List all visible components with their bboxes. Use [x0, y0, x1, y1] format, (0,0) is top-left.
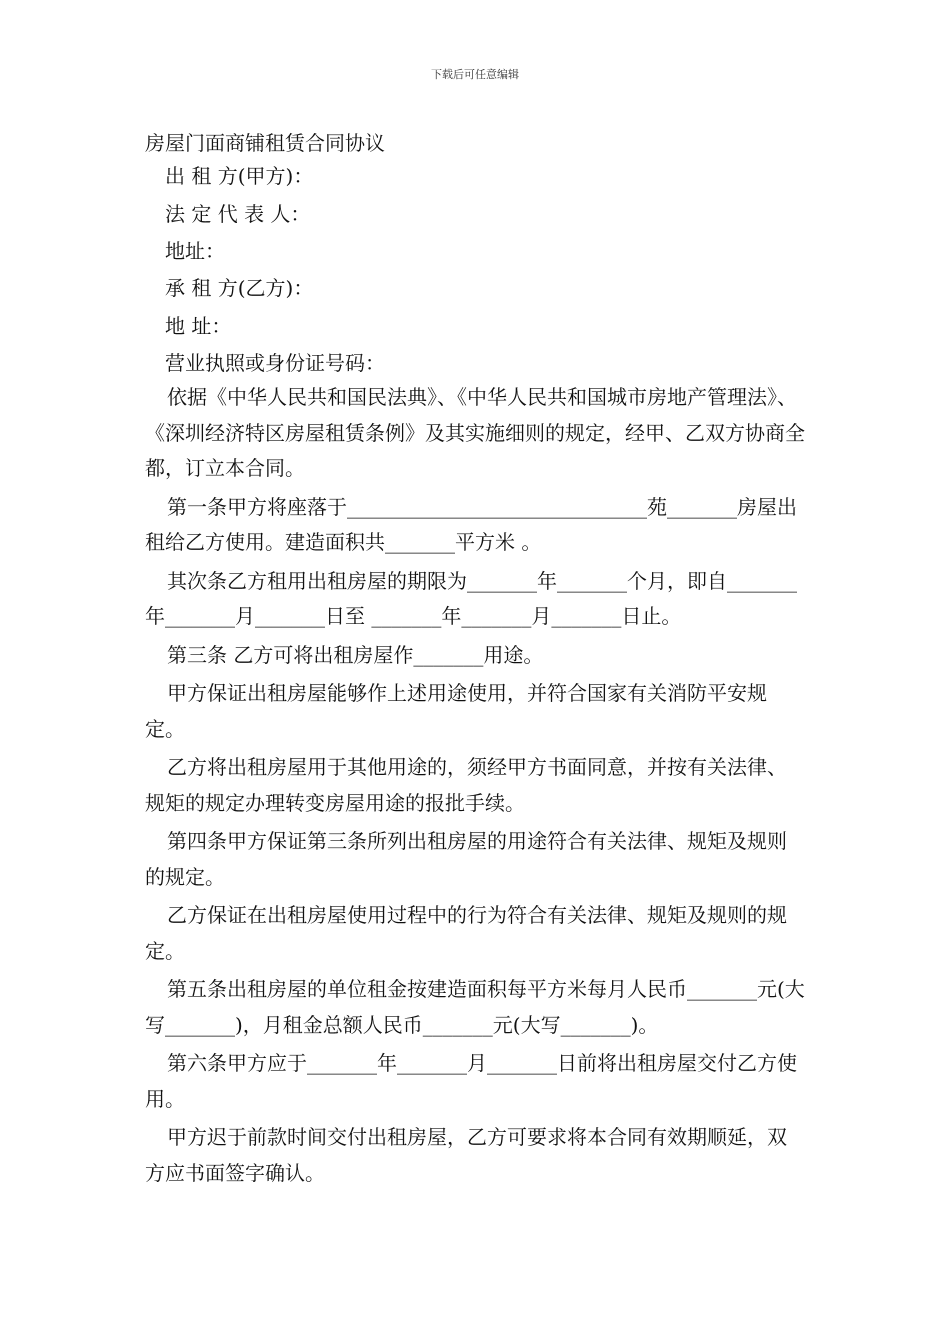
- lessee-address-field: 地 址：: [165, 314, 232, 338]
- lessor-field: 出 租 方(甲方)：: [165, 164, 314, 188]
- preamble-paragraph: 依据《中华人民共和国民法典》、《中华人民共和国城市房地产管理法》、《深圳经济特区房屋租赁条例》及其实施细则的规定，经甲、乙双方协商全都，订立本合同。: [145, 385, 805, 480]
- article-5-paragraph: 第五条出租房屋的单位租金按建造面积每平方米每月人民币_______元(大写_______)，月租金总额人民币_______元(大写_______)。: [145, 977, 805, 1037]
- lessee-field: 承 租 方(乙方)：: [165, 276, 314, 300]
- article-3-clause-b: 乙方将出租房屋用于其他用途的，须经甲方书面同意，并按有关法律、规矩的规定办理转变房屋用途的报批手续。: [145, 755, 787, 815]
- article-3-clause-a: 甲方保证出租房屋能够作上述用途使用，并符合国家有关消防平安规定。: [145, 681, 767, 741]
- article-4-paragraph: 第四条甲方保证第三条所列出租房屋的用途符合有关法律、规矩及规则的规定。: [145, 829, 787, 889]
- lessor-address-field: 地址：: [165, 239, 225, 263]
- legal-representative-field: 法 定 代 表 人：: [165, 202, 311, 226]
- article-4-clause: 乙方保证在出租房屋使用过程中的行为符合有关法律、规矩及规则的规定。: [145, 903, 787, 963]
- article-6-clause: 甲方迟于前款时间交付出租房屋，乙方可要求将本合同有效期顺延，双方应书面签字确认。: [145, 1125, 787, 1185]
- article-1-paragraph: 第一条甲方将座落于______________________________苑_______房屋出租给乙方使用。建造面积共_______平方米 。: [145, 494, 797, 554]
- document-title: 房屋门面商铺租赁合同协议: [145, 131, 385, 155]
- article-2-paragraph: 其次条乙方租用出租房屋的期限为_______年_______个月，即自_______年_______月_______日至 _______年_______月_______日止。: [145, 568, 797, 628]
- page-header-note: 下载后可任意编辑: [431, 68, 519, 81]
- contract-body: [145, 380, 805, 1194]
- article-6-paragraph: 第六条甲方应于_______年_______月_______日前将出租房屋交付乙方使用。: [145, 1051, 797, 1111]
- article-3-paragraph: 第三条 乙方可将出租房屋作_______用途。: [167, 642, 544, 667]
- license-id-field: 营业执照或身份证号码：: [165, 351, 385, 375]
